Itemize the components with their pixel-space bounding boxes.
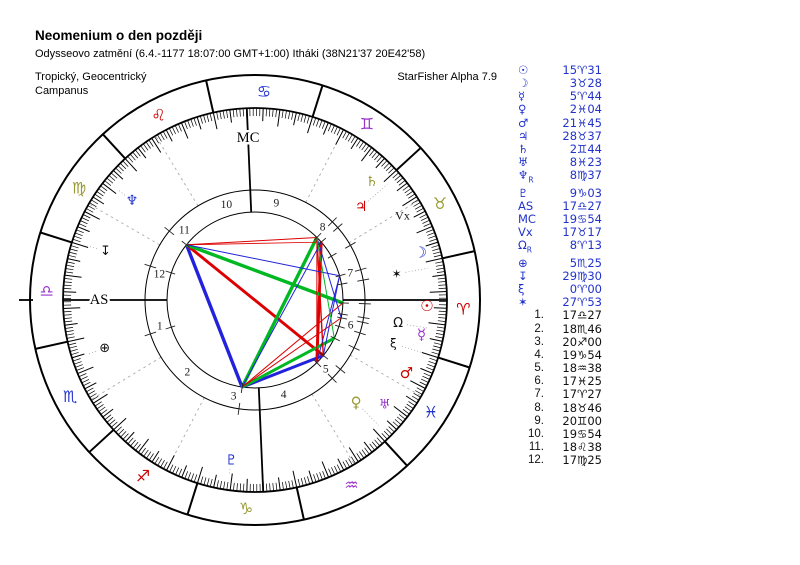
house-cusp-value: 17♓25 (562, 374, 602, 389)
vertex-glyph: Vx (395, 208, 410, 223)
house-number: 5. (534, 362, 544, 375)
jupiter-glyph: ♃ (354, 199, 368, 216)
house-cusp-value: 17♈27 (562, 387, 602, 402)
planet-glyph: ♇ (518, 185, 529, 200)
neptune-glyph: ♆ (125, 192, 139, 209)
house-cusp-value: 18♉46 (562, 400, 602, 415)
house-number: 9. (534, 414, 544, 427)
house-cusp-value: 18♌38 (562, 439, 602, 454)
svg-text:7: 7 (347, 267, 354, 280)
sun-glyph: ☉ (420, 296, 434, 315)
planet-position-row (518, 130, 602, 143)
chart-settings: Tropický, Geocentrický Campanus (35, 71, 147, 97)
planet-position-value: 27♈53 (562, 295, 602, 310)
house-cusp-value: 19♑54 (562, 347, 602, 362)
house-number: 1. (534, 309, 544, 322)
uranus-glyph: ♅ (378, 397, 391, 413)
planet-glyph: ξ (518, 282, 525, 297)
svg-text:10: 10 (220, 199, 233, 212)
svg-text:3: 3 (230, 390, 237, 403)
svg-text:12: 12 (153, 268, 166, 281)
planet-glyph: ♀ (518, 102, 527, 117)
aries-point-glyph: ξ (389, 336, 397, 351)
ascendant-label: AS (89, 292, 109, 308)
planet-position-row (518, 257, 602, 270)
gemini-sign-icon: ♊ (359, 114, 375, 134)
planet-position-value: 17♉17 (562, 225, 602, 240)
house-cusp-value: 20♊00 (562, 413, 602, 428)
positions-table (518, 64, 602, 467)
house-cusp-row (518, 454, 602, 467)
planet-glyph: ♂ (518, 115, 529, 130)
planet-glyph: MC (518, 212, 536, 227)
house-number: 10. (528, 427, 544, 440)
taurus-sign-icon: ♉ (432, 194, 448, 214)
planet-position-row (518, 187, 602, 200)
house-cusp-row (518, 323, 602, 336)
house-cusp-value: 19♋54 (562, 426, 602, 441)
planet-position-value: 8♈13 (569, 238, 602, 253)
planet-glyph: ☽ (518, 76, 529, 91)
house-cusp-value: 17♍25 (562, 453, 602, 468)
house-cusp-row (518, 388, 602, 401)
planet-position-value: 15♈31 (562, 63, 602, 77)
page-title: Neomenium o den později (35, 28, 203, 43)
midheaven-label: MC (236, 130, 260, 147)
planet-glyph: ♄ (518, 141, 529, 156)
axis-labels (90, 130, 260, 308)
svg-text:1: 1 (156, 320, 163, 333)
svg-text:11: 11 (178, 224, 190, 237)
house-number: 2. (534, 322, 544, 335)
house-cusp-value: 17♎27 (562, 308, 602, 323)
venus-glyph: ♀ (350, 393, 362, 412)
planet-position-row (518, 117, 602, 130)
svg-text:9: 9 (273, 197, 280, 210)
svg-text:5: 5 (322, 363, 329, 376)
leo-sign-icon: ♌ (151, 105, 166, 125)
libra-sign-icon: ♎ (39, 281, 54, 301)
aquarius-sign-icon: ♒ (344, 475, 359, 495)
software-version-label: StarFisher Alpha 7.9 (397, 71, 497, 83)
planet-glyph: AS (518, 198, 534, 213)
planet-position-value: 21♓45 (562, 115, 602, 130)
mercury-glyph: ☿ (416, 325, 427, 344)
house-cusp-value: 20♐00 (562, 334, 602, 349)
planet-position-value: 3♉28 (569, 76, 602, 91)
planet-position-value: 2♓04 (569, 102, 602, 117)
planet-position-value: 5♈44 (569, 89, 602, 104)
mars-glyph: ♂ (399, 363, 414, 382)
planet-glyph: ♃ (518, 128, 529, 143)
house-cusp-row (518, 428, 602, 441)
house-number: 4. (534, 348, 544, 361)
planet-glyph: ⊕ (518, 255, 528, 270)
house-cusp-value: 18♏46 (562, 321, 602, 336)
planet-position-value: 29♍30 (562, 268, 602, 283)
house-number: 8. (534, 401, 544, 414)
planet-position-value: 28♉37 (562, 128, 602, 143)
star-point-glyph: ✶ (391, 266, 402, 281)
planet-position-value: 8♓23 (569, 155, 602, 170)
svg-text:4: 4 (280, 388, 287, 401)
svg-text:2: 2 (184, 366, 191, 379)
house-number: 12. (528, 454, 544, 467)
pluto-glyph: ♇ (225, 452, 238, 469)
house-cusp-row (518, 309, 602, 322)
planet-glyph: ☿ (518, 89, 526, 104)
planet-position-row (518, 239, 602, 256)
virgo-sign-icon: ♍ (71, 178, 87, 198)
planet-position-value: 0♈00 (569, 282, 602, 297)
house-cusp-value: 18♒38 (562, 361, 602, 376)
planet-position-row (518, 103, 602, 116)
planet-glyph: ↧ (518, 268, 528, 283)
aspect-lines (184, 238, 343, 388)
saturn-glyph: ♄ (365, 174, 379, 190)
planet-position-value: 17♎27 (562, 198, 602, 213)
planet-glyph: ☉ (518, 63, 529, 77)
house-number: 3. (534, 335, 544, 348)
pisces-sign-icon: ♓ (423, 402, 439, 422)
house-cusp-row (518, 402, 602, 415)
planet-degree-marks (145, 218, 371, 415)
planet-position-value: 5♏25 (569, 255, 602, 270)
planet-position-value: 19♋54 (562, 212, 602, 227)
house-number: 11. (528, 440, 544, 453)
planet-glyph: Vx (518, 225, 533, 240)
house-cusp-row (518, 415, 602, 428)
planet-glyph: $♆_R$ (518, 168, 534, 185)
planet-position-value: 8♍37 (569, 168, 602, 183)
lilith-glyph: ↧ (100, 244, 112, 260)
aries-sign-icon: ♈ (456, 299, 471, 319)
svg-text:8: 8 (319, 221, 326, 234)
sagittarius-sign-icon: ♐ (135, 466, 151, 486)
planet-glyph: $\Omega_R$ (518, 238, 533, 255)
moon-glyph: ☽ (413, 243, 428, 262)
capricorn-sign-icon: ♑ (238, 498, 254, 518)
cancer-sign-icon: ♋ (256, 82, 272, 102)
scorpio-sign-icon: ♏ (62, 386, 78, 406)
fortune-glyph: ⊕ (99, 341, 111, 357)
planet-position-value: 2♊44 (569, 141, 602, 156)
planet-glyphs (99, 174, 433, 468)
svg-text:6: 6 (347, 319, 354, 332)
house-cusp-row (518, 336, 602, 349)
planet-position-row (518, 169, 602, 186)
house-number: 6. (534, 375, 544, 388)
planet-glyph: ✶ (518, 295, 528, 310)
house-number: 7. (534, 388, 544, 401)
planet-pointer-lines (88, 184, 429, 474)
north-node-glyph: Ω (393, 315, 404, 331)
planet-position-value: 9♑03 (569, 185, 602, 200)
chart-event-subtitle: Odysseovo zatmění (6.4.-1177 18:07:00 GMT+1:00) Itháki (38N21'37 20E42'58) (35, 48, 426, 60)
planet-glyph: ♅ (518, 155, 529, 170)
